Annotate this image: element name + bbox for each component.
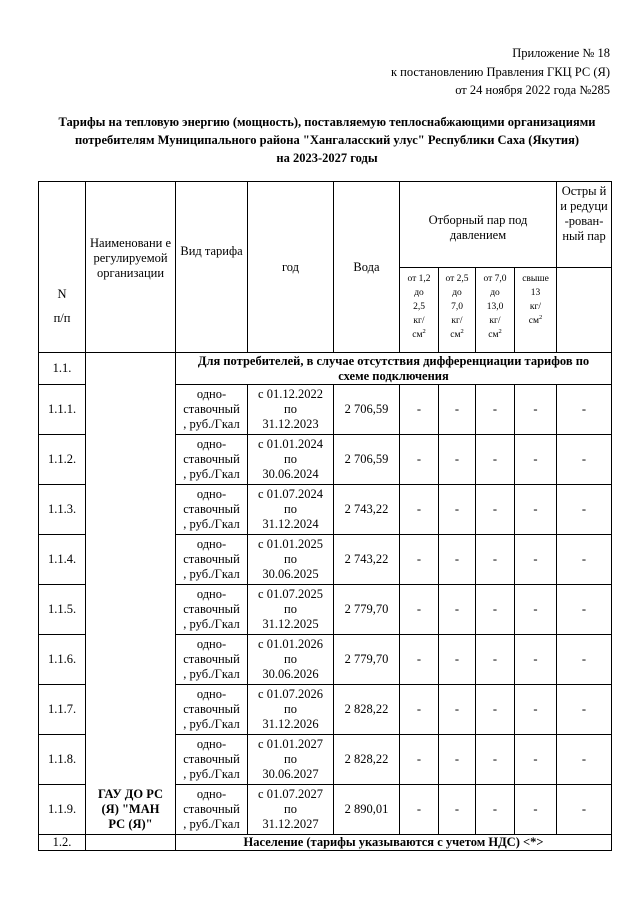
steam-3-tariff: - <box>476 385 515 435</box>
water-tariff: 2 706,59 <box>334 435 400 485</box>
header-number-n: N <box>57 287 67 301</box>
sharp-steam-tariff: - <box>557 535 612 585</box>
steam-4-tariff: - <box>515 585 557 635</box>
tariff-type <box>176 685 248 735</box>
steam-2-tariff: - <box>439 435 476 485</box>
steam-3-tariff: - <box>476 485 515 535</box>
water-tariff: 2 706,59 <box>334 385 400 435</box>
table-body <box>39 353 612 851</box>
tariff-type-line-1: одно- <box>196 587 227 601</box>
tariff-type-line-2: ставочный <box>183 702 240 716</box>
steam-2-tariff: - <box>439 735 476 785</box>
header-number-pp: п/п <box>53 311 71 325</box>
tariff-type-line-3: , руб./Гкал <box>183 667 240 681</box>
steam-3-tariff: - <box>476 735 515 785</box>
steam-4-tariff: - <box>515 435 557 485</box>
steam-2-tariff: - <box>439 485 476 535</box>
sharp-steam-tariff: - <box>557 785 612 835</box>
appendix-block <box>391 44 610 100</box>
tariff-type-line-1: одно- <box>196 787 227 801</box>
tariff-type-line-2: ставочный <box>183 752 240 766</box>
tariff-table <box>38 181 612 851</box>
sharp-steam-tariff: - <box>557 485 612 535</box>
sharp-steam-tariff: - <box>557 385 612 435</box>
period-to: 31.12.2025 <box>262 617 319 631</box>
steam-1-tariff: - <box>400 635 439 685</box>
steam-2-unit-exp: 2 <box>460 327 464 335</box>
period-to: 30.06.2027 <box>262 767 319 781</box>
steam-2-unit-2: см <box>450 330 461 340</box>
steam-1-tariff: - <box>400 785 439 835</box>
tariff-type <box>176 435 248 485</box>
steam-4-from: свыше <box>522 274 549 284</box>
header-number <box>39 182 86 353</box>
header-sharp-steam-empty <box>557 268 612 353</box>
row-number: 1.1.6. <box>39 635 86 685</box>
steam-2-from: от 2,5 <box>445 274 469 284</box>
period-from: с 01.07.2025 <box>258 587 323 601</box>
organization-line-1: ГАУ ДО РС <box>97 787 164 801</box>
period-to: 31.12.2023 <box>262 417 319 431</box>
steam-2-value: 7,0 <box>451 302 463 312</box>
period-by: по <box>284 752 297 766</box>
steam-4-unit: кг/ <box>529 302 542 312</box>
tariff-type <box>176 535 248 585</box>
steam-4-tariff: - <box>515 535 557 585</box>
period <box>248 435 334 485</box>
sharp-steam-tariff: - <box>557 435 612 485</box>
section-1-number: 1.1. <box>39 353 86 385</box>
period <box>248 585 334 635</box>
period <box>248 485 334 535</box>
period-by: по <box>284 452 297 466</box>
steam-1-unit-2: см <box>412 330 423 340</box>
period <box>248 735 334 785</box>
row-number: 1.1.3. <box>39 485 86 535</box>
steam-1-unit: кг/ <box>413 316 425 326</box>
steam-4-tariff: - <box>515 785 557 835</box>
period-to: 31.12.2024 <box>262 517 319 531</box>
tariff-type-line-3: , руб./Гкал <box>183 417 240 431</box>
row-number: 1.1.8. <box>39 735 86 785</box>
tariff-type-line-2: ставочный <box>183 802 240 816</box>
steam-3-from: от 7,0 <box>483 274 507 284</box>
tariff-type <box>176 485 248 535</box>
steam-2-tariff: - <box>439 585 476 635</box>
period <box>248 785 334 835</box>
sharp-steam-tariff: - <box>557 735 612 785</box>
tariff-type-line-1: одно- <box>196 487 227 501</box>
tariff-type-line-1: одно- <box>196 537 227 551</box>
steam-3-tariff: - <box>476 535 515 585</box>
section-2-blank <box>86 835 176 851</box>
period-to: 31.12.2026 <box>262 717 319 731</box>
period-to: 31.12.2027 <box>262 817 319 831</box>
water-tariff: 2 779,70 <box>334 585 400 635</box>
section-row-2 <box>39 835 612 851</box>
period-to: 30.06.2025 <box>262 567 319 581</box>
header-steam: Отборный пар под давлением <box>400 182 557 268</box>
row-number: 1.1.9. <box>39 785 86 835</box>
steam-3-tariff: - <box>476 585 515 635</box>
tariff-type-line-1: одно- <box>196 387 227 401</box>
header-steam-3 <box>476 268 515 353</box>
document-title <box>40 113 614 167</box>
steam-3-value: 13,0 <box>486 302 504 312</box>
header-tariff-type: Вид тарифа <box>176 182 248 353</box>
water-tariff: 2 890,01 <box>334 785 400 835</box>
tariff-type-line-2: ставочный <box>183 402 240 416</box>
section-row-1 <box>39 353 612 385</box>
tariff-type-line-1: одно- <box>196 437 227 451</box>
sharp-steam-tariff: - <box>557 585 612 635</box>
tariff-type-line-3: , руб./Гкал <box>183 617 240 631</box>
steam-1-from: от 1,2 <box>407 274 431 284</box>
period <box>248 635 334 685</box>
water-tariff: 2 779,70 <box>334 635 400 685</box>
period-to: 30.06.2024 <box>262 467 319 481</box>
steam-4-tariff: - <box>515 385 557 435</box>
header-year: год <box>248 182 334 353</box>
steam-1-value: 2,5 <box>413 302 425 312</box>
period-from: с 01.01.2026 <box>258 637 323 651</box>
tariff-type-line-2: ставочный <box>183 552 240 566</box>
period-from: с 01.07.2024 <box>258 487 323 501</box>
steam-4-unit-exp: 2 <box>539 313 543 321</box>
period-by: по <box>284 702 297 716</box>
steam-1-unit-exp: 2 <box>422 327 426 335</box>
period <box>248 685 334 735</box>
tariff-type-line-2: ставочный <box>183 602 240 616</box>
steam-2-tariff: - <box>439 535 476 585</box>
tariff-type-line-3: , руб./Гкал <box>183 767 240 781</box>
tariff-type-line-3: , руб./Гкал <box>183 467 240 481</box>
organization-line-2: (Я) "МАН <box>101 802 160 816</box>
steam-2-tariff: - <box>439 785 476 835</box>
steam-2-tariff: - <box>439 635 476 685</box>
period-from: с 01.01.2025 <box>258 537 323 551</box>
row-number: 1.1.2. <box>39 435 86 485</box>
steam-4-tariff: - <box>515 635 557 685</box>
row-number: 1.1.5. <box>39 585 86 635</box>
water-tariff: 2 828,22 <box>334 685 400 735</box>
steam-4-tariff: - <box>515 685 557 735</box>
row-number: 1.1.7. <box>39 685 86 735</box>
period-from: с 01.12.2022 <box>258 387 323 401</box>
tariff-type <box>176 585 248 635</box>
header-row <box>39 182 612 268</box>
period-by: по <box>284 802 297 816</box>
steam-4-unit-2: см <box>528 316 539 326</box>
organization-cell <box>86 353 176 835</box>
water-tariff: 2 828,22 <box>334 735 400 785</box>
section-1-title: Для потребителей, в случае отсутствия дифференциации тарифов по схеме подключения <box>176 353 612 385</box>
steam-3-unit-2: см <box>488 330 499 340</box>
tariff-type-line-3: , руб./Гкал <box>183 567 240 581</box>
header-steam-4 <box>515 268 557 353</box>
organization-line-3: РС (Я)" <box>108 817 153 831</box>
tariff-type-line-2: ставочный <box>183 652 240 666</box>
sharp-steam-tariff: - <box>557 635 612 685</box>
period-by: по <box>284 652 297 666</box>
steam-3-tariff: - <box>476 685 515 735</box>
title-line-1: Тарифы на тепловую энергию (мощность), поставляемую теплоснабжающими организациями <box>58 115 596 129</box>
steam-1-tariff: - <box>400 435 439 485</box>
header-steam-2 <box>439 268 476 353</box>
steam-2-to: до <box>452 288 462 298</box>
steam-3-tariff: - <box>476 785 515 835</box>
period <box>248 385 334 435</box>
row-number: 1.1.4. <box>39 535 86 585</box>
water-tariff: 2 743,22 <box>334 535 400 585</box>
tariff-type-line-1: одно- <box>196 737 227 751</box>
period-by: по <box>284 502 297 516</box>
tariff-type <box>176 385 248 435</box>
steam-1-to: до <box>414 288 424 298</box>
tariff-type-line-3: , руб./Гкал <box>183 717 240 731</box>
row-number: 1.1.1. <box>39 385 86 435</box>
steam-2-unit: кг/ <box>451 316 463 326</box>
steam-1-tariff: - <box>400 685 439 735</box>
tariff-type <box>176 735 248 785</box>
period-from: с 01.01.2027 <box>258 737 323 751</box>
steam-2-tariff: - <box>439 385 476 435</box>
steam-3-to: до <box>490 288 500 298</box>
period-from: с 01.07.2027 <box>258 787 323 801</box>
period-by: по <box>284 602 297 616</box>
period-from: с 01.01.2024 <box>258 437 323 451</box>
steam-1-tariff: - <box>400 385 439 435</box>
period-from: с 01.07.2026 <box>258 687 323 701</box>
steam-4-value: 13 <box>530 288 541 298</box>
period-to: 30.06.2026 <box>262 667 319 681</box>
steam-1-tariff: - <box>400 585 439 635</box>
period-by: по <box>284 552 297 566</box>
header-organization: Наименовани е регулируемой организации <box>86 182 176 353</box>
period <box>248 535 334 585</box>
tariff-type-line-3: , руб./Гкал <box>183 817 240 831</box>
tariff-type <box>176 635 248 685</box>
steam-3-tariff: - <box>476 435 515 485</box>
header-sharp-steam: Остры й и редуци -рован- ный пар <box>557 182 612 268</box>
title-line-3: на 2023-2027 годы <box>276 151 378 165</box>
title-line-2: потребителям Муниципального района "Хангаласский улус" Республики Саха (Якутия) <box>74 133 580 147</box>
tariff-type-line-2: ставочный <box>183 502 240 516</box>
steam-1-tariff: - <box>400 735 439 785</box>
header-steam-1 <box>400 268 439 353</box>
section-2-number: 1.2. <box>39 835 86 851</box>
tariff-type-line-3: , руб./Гкал <box>183 517 240 531</box>
header-water: Вода <box>334 182 400 353</box>
section-2-title: Население (тарифы указываются с учетом НДС) <*> <box>176 835 612 851</box>
appendix-line-3: от 24 ноября 2022 года №285 <box>455 83 610 97</box>
tariff-type <box>176 785 248 835</box>
steam-3-tariff: - <box>476 635 515 685</box>
tariff-type-line-1: одно- <box>196 637 227 651</box>
steam-2-tariff: - <box>439 685 476 735</box>
tariff-type-line-2: ставочный <box>183 452 240 466</box>
appendix-line-1: Приложение № 18 <box>512 46 610 60</box>
tariff-type-line-1: одно- <box>196 687 227 701</box>
steam-1-tariff: - <box>400 535 439 585</box>
steam-1-tariff: - <box>400 485 439 535</box>
appendix-line-2: к постановлению Правления ГКЦ РС (Я) <box>390 64 610 79</box>
water-tariff: 2 743,22 <box>334 485 400 535</box>
steam-3-unit-exp: 2 <box>498 327 502 335</box>
steam-3-unit: кг/ <box>489 316 501 326</box>
steam-4-tariff: - <box>515 485 557 535</box>
sharp-steam-tariff: - <box>557 685 612 735</box>
period-by: по <box>284 402 297 416</box>
steam-4-tariff: - <box>515 735 557 785</box>
